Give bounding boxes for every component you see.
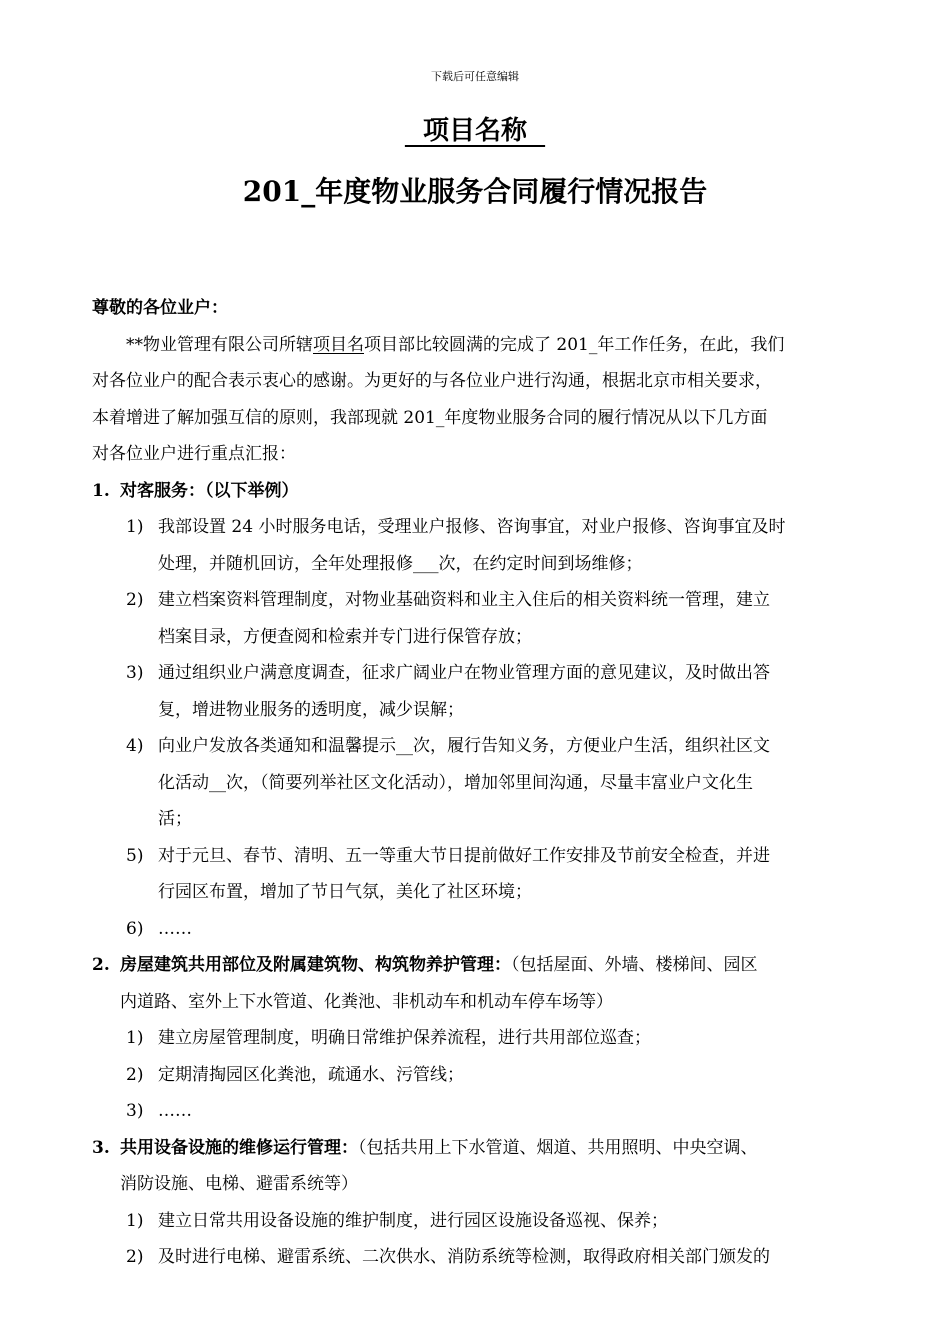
item-number: 6) [126, 918, 144, 939]
intro-line-1 [92, 327, 862, 364]
item-text: 及时进行电梯、避雷系统、二次供水、消防系统等检测，取得政府相关部门颁发的 [158, 1247, 770, 1267]
section-3-continuation: 消防设施、电梯、避雷系统等） [120, 1174, 358, 1194]
item-number: 2) [126, 1247, 144, 1267]
item-text: 通过组织业户满意度调查，征求广阔业户在物业管理方面的意见建议，及时做出答 [158, 663, 770, 683]
intro-text: 项目部比较圆满的完成了 201_年工作任务，在此，我们 [364, 334, 785, 355]
list-item [92, 1057, 862, 1094]
list-item-continuation: 处理，并随机回访，全年处理报修___次，在约定时间到场维修； [158, 553, 643, 574]
section-number: 2. [92, 955, 110, 975]
item-text: …… [158, 1101, 192, 1121]
list-item [92, 728, 862, 765]
section-subtitle: （包括屋面、外墙、楼梯间、园区 [511, 955, 758, 975]
list-item-continuation: 活； [158, 809, 192, 829]
document-body [92, 290, 862, 1276]
section-title: 共用设备设施的维修运行管理： [120, 1137, 358, 1158]
report-title: 201_年度物业服务合同履行情况报告 [242, 175, 708, 208]
item-number: 3) [126, 663, 144, 683]
item-text: 向业户发放各类通知和温馨提示__次，履行告知义务，方便业户生活，组织社区文 [158, 736, 770, 756]
intro-line-3: 本着增进了解加强互信的原则，我部现就 201_年度物业服务合同的履行情况从以下几方面 [92, 407, 768, 428]
section-2-heading [92, 947, 862, 984]
project-title [0, 110, 950, 147]
section-title: 对客服务：（以下举例） [120, 480, 299, 501]
section-number: 1. [92, 480, 110, 501]
item-number: 1) [126, 517, 144, 537]
item-number: 2) [126, 1064, 144, 1085]
item-text: 定期清掏园区化粪池，疏通水、污管线； [158, 1064, 464, 1085]
item-number: 1) [126, 1210, 144, 1231]
item-text: 我部设置 24 小时服务电话，受理业户报修、咨询事宜，对业户报修、咨询事宜及时 [158, 517, 786, 537]
item-number: 4) [126, 736, 144, 756]
item-text: 对于元旦、春节、清明、五一等重大节日提前做好工作安排及节前安全检查，并进 [158, 845, 770, 866]
header-note: 下载后可任意编辑 [431, 70, 519, 83]
list-item [92, 1203, 862, 1240]
item-text: …… [158, 918, 192, 939]
list-item [92, 655, 862, 692]
section-3-heading [92, 1130, 862, 1167]
list-item-continuation: 复，增进物业服务的透明度，减少误解； [158, 699, 464, 720]
project-name-underlined: 项目名 [313, 334, 364, 355]
item-text: 建立房屋管理制度，明确日常维护保养流程，进行共用部位巡查； [158, 1028, 651, 1048]
list-item [92, 838, 862, 875]
greeting: 尊敬的各位业户： [92, 298, 228, 318]
item-text: 建立档案资料管理制度，对物业基础资料和业主入住后的相关资料统一管理，建立 [158, 590, 770, 610]
section-2-continuation: 内道路、室外上下水管道、化粪池、非机动车和机动车停车场等） [120, 991, 613, 1012]
project-title-label: 项目名称 [422, 116, 527, 146]
section-title: 房屋建筑共用部位及附属建筑物、构筑物养护管理： [120, 955, 511, 975]
item-number: 5) [126, 845, 144, 866]
list-item-continuation: 档案目录，方便查阅和检索并专门进行保管存放； [158, 626, 532, 647]
intro-line-4: 对各位业户进行重点汇报： [92, 444, 296, 464]
intro-line-2: 对各位业户的配合表示衷心的感谢。为更好的与各位业户进行沟通，根据北京市相关要求， [92, 371, 772, 391]
list-item [92, 1093, 862, 1130]
list-item-continuation: 化活动__次，（简要列举社区文化活动），增加邻里间沟通，尽量丰富业户文化生 [158, 772, 753, 793]
list-item [92, 1239, 862, 1276]
section-1-heading [92, 473, 862, 510]
list-item [92, 911, 862, 948]
list-item-continuation: 行园区布置，增加了节日气氛，美化了社区环境； [158, 882, 532, 902]
section-subtitle: （包括共用上下水管道、烟道、共用照明、中央空调、 [358, 1137, 758, 1158]
list-item [92, 509, 862, 546]
item-number: 3) [126, 1101, 144, 1121]
project-title-text [405, 116, 545, 146]
item-text: 建立日常共用设备设施的维护制度，进行园区设施设备巡视、保养； [158, 1210, 668, 1231]
list-item [92, 1020, 862, 1057]
item-number: 1) [126, 1028, 144, 1048]
item-number: 2) [126, 590, 144, 610]
list-item [92, 582, 862, 619]
section-number: 3. [92, 1137, 110, 1158]
intro-text: **物业管理有限公司所辖 [126, 334, 313, 355]
